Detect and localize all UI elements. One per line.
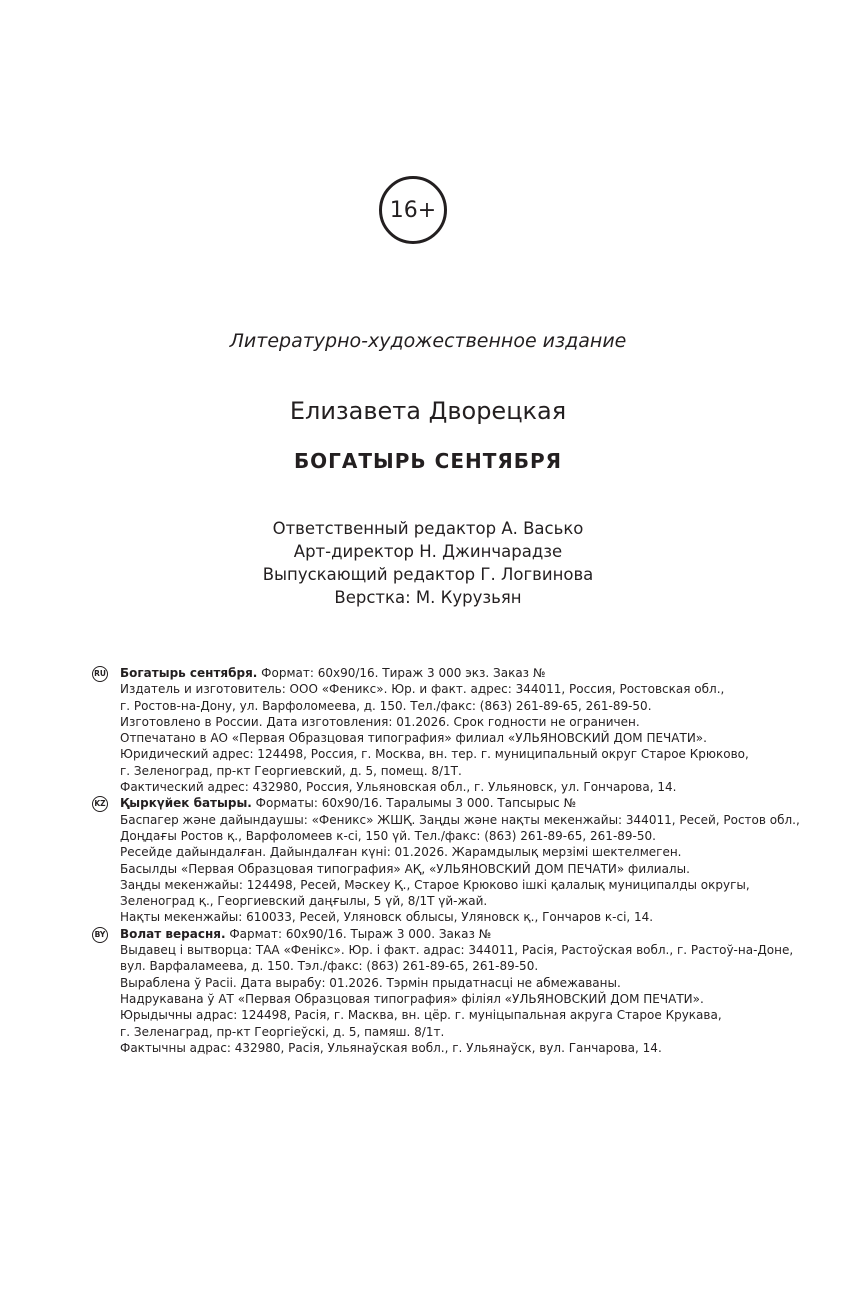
imprint-line: Фактический адрес: 432980, Россия, Ульяновская обл., г. Ульяновск, ул. Гончарова, 14. xyxy=(120,780,677,795)
imprint-line: Издатель и изготовитель: ООО «Феникс». Юр. и факт. адрес: 344011, Россия, Ростовская обл., xyxy=(120,682,725,697)
imprint xyxy=(94,665,820,1056)
edition-type: Литературно-художественное издание xyxy=(229,330,627,352)
imprint-by xyxy=(94,926,820,1056)
imprint-format: Формат: 60х90/16. Тираж 3 000 экз. Заказ № xyxy=(257,666,546,680)
imprint-line: Надрукавана ў АТ «Первая Образцовая типография» філіял «УЛЬЯНОВСКИЙ ДОМ ПЕЧАТИ». xyxy=(120,991,704,1006)
book-title: БОГАТЫРЬ СЕНТЯБРЯ xyxy=(293,449,563,473)
imprint-line: г. Ростов-на-Дону, ул. Варфоломеева, д. 150. Тел./факс: (863) 261-89-65, 261-89-50. xyxy=(120,698,652,713)
imprint-format: Фармат: 60х90/16. Тыраж 3 000. Заказ № xyxy=(225,926,492,941)
imprint-line: Нақты мекенжайы: 610033, Ресей, Уляновск облысы, Уляновск қ., Гончаров к-сі, 14. xyxy=(120,910,654,925)
imprint-lead xyxy=(120,665,820,681)
age-rating-text: 16+ xyxy=(389,197,437,223)
age-rating-badge xyxy=(379,176,447,244)
imprint-line: Выраблена ў Расіі. Дата вырабу: 01.2026. Тэрмін прыдатнасці не абмежаваны. xyxy=(120,975,621,990)
credit-line: Ответственный редактор А. Васько xyxy=(272,519,584,538)
author-name: Елизавета Дворецкая xyxy=(289,397,567,425)
imprint-line: Выдавец і вытворца: ТАА «Фенікс». Юр. і факт. адрас: 344011, Расія, Растоўская вобл., г. Растоў-на-Доне, xyxy=(120,943,794,958)
credit-line: Арт-директор Н. Джинчарадзе xyxy=(293,542,563,561)
imprint-line: Ресейде дайындалған. Дайындалған күні: 01.2026. Жарамдылық мерзімі шектелмеген. xyxy=(120,845,682,860)
imprint-line: Изготовлено в России. Дата изготовления: 01.2026. Срок годности не ограничен. xyxy=(120,714,640,729)
imprint-line: Юридический адрес: 124498, Россия, г. Москва, вн. тер. г. муниципальный округ Старое Крюково, xyxy=(120,747,749,762)
imprint-line: Отпечатано в АО «Первая Образцовая типография» филиал «УЛЬЯНОВСКИЙ ДОМ ПЕЧАТИ». xyxy=(120,731,707,746)
imprint-line: Баспагер және дайындаушы: «Феникс» ЖШҚ. Заңды және нақты мекенжайы: 344011, Ресей, Ростов обл., xyxy=(120,812,800,827)
credit-line: Верстка: М. Курузьян xyxy=(334,588,522,607)
imprint-ru xyxy=(94,665,820,795)
imprint-format: Форматы: 60х90/16. Таралымы 3 000. Тапсырыс № xyxy=(251,796,576,811)
lang-badge-kz: KZ xyxy=(92,796,108,812)
imprint-title: Богатырь сентября. xyxy=(120,666,258,680)
imprint-line: г. Зеленоград, пр-кт Георгиевский, д. 5, помещ. 8/1Т. xyxy=(120,763,462,778)
imprint-line: Доңдағы Ростов қ., Варфоломеев к-сі, 150 үй. Тел./факс: (863) 261-89-65, 261-89-50. xyxy=(120,828,656,843)
imprint-title: Қыркүйек батыры. xyxy=(120,796,252,811)
credit-line: Выпускающий редактор Г. Логвинова xyxy=(262,565,594,584)
imprint-line: г. Зеленаград, пр-кт Георгіеўскі, д. 5, памяш. 8/1т. xyxy=(120,1024,445,1039)
credits xyxy=(0,517,856,609)
imprint-line: Заңды мекенжайы: 124498, Ресей, Мәскеу Қ., Старое Крюково ішкі қалалық муниципалды округы, xyxy=(120,877,750,892)
imprint-lead xyxy=(120,926,820,942)
imprint-title: Волат верасня. xyxy=(120,926,226,941)
imprint-line: Фактычны адрас: 432980, Расія, Ульянаўская вобл., г. Ульянаўск, вул. Ганчарова, 14. xyxy=(120,1040,662,1055)
imprint-kz xyxy=(94,795,820,925)
lang-badge-ru: RU xyxy=(92,666,108,682)
imprint-line: Басылды «Первая Образцовая типография» АҚ, «УЛЬЯНОВСКИЙ ДОМ ПЕЧАТИ» филиалы. xyxy=(120,861,690,876)
lang-badge-by: BY xyxy=(92,927,108,943)
imprint-line: вул. Варфаламеева, д. 150. Тэл./факс: (863) 261-89-65, 261-89-50. xyxy=(120,959,539,974)
imprint-line: Юрыдычны адрас: 124498, Расія, г. Масква, вн. цёр. г. муніцыпальная акруга Старое Крукава, xyxy=(120,1008,722,1023)
imprint-lead xyxy=(120,795,820,811)
imprint-line: Зеленоград қ., Георгиевский даңғылы, 5 үй, 8/1Т үй-жай. xyxy=(120,894,488,909)
